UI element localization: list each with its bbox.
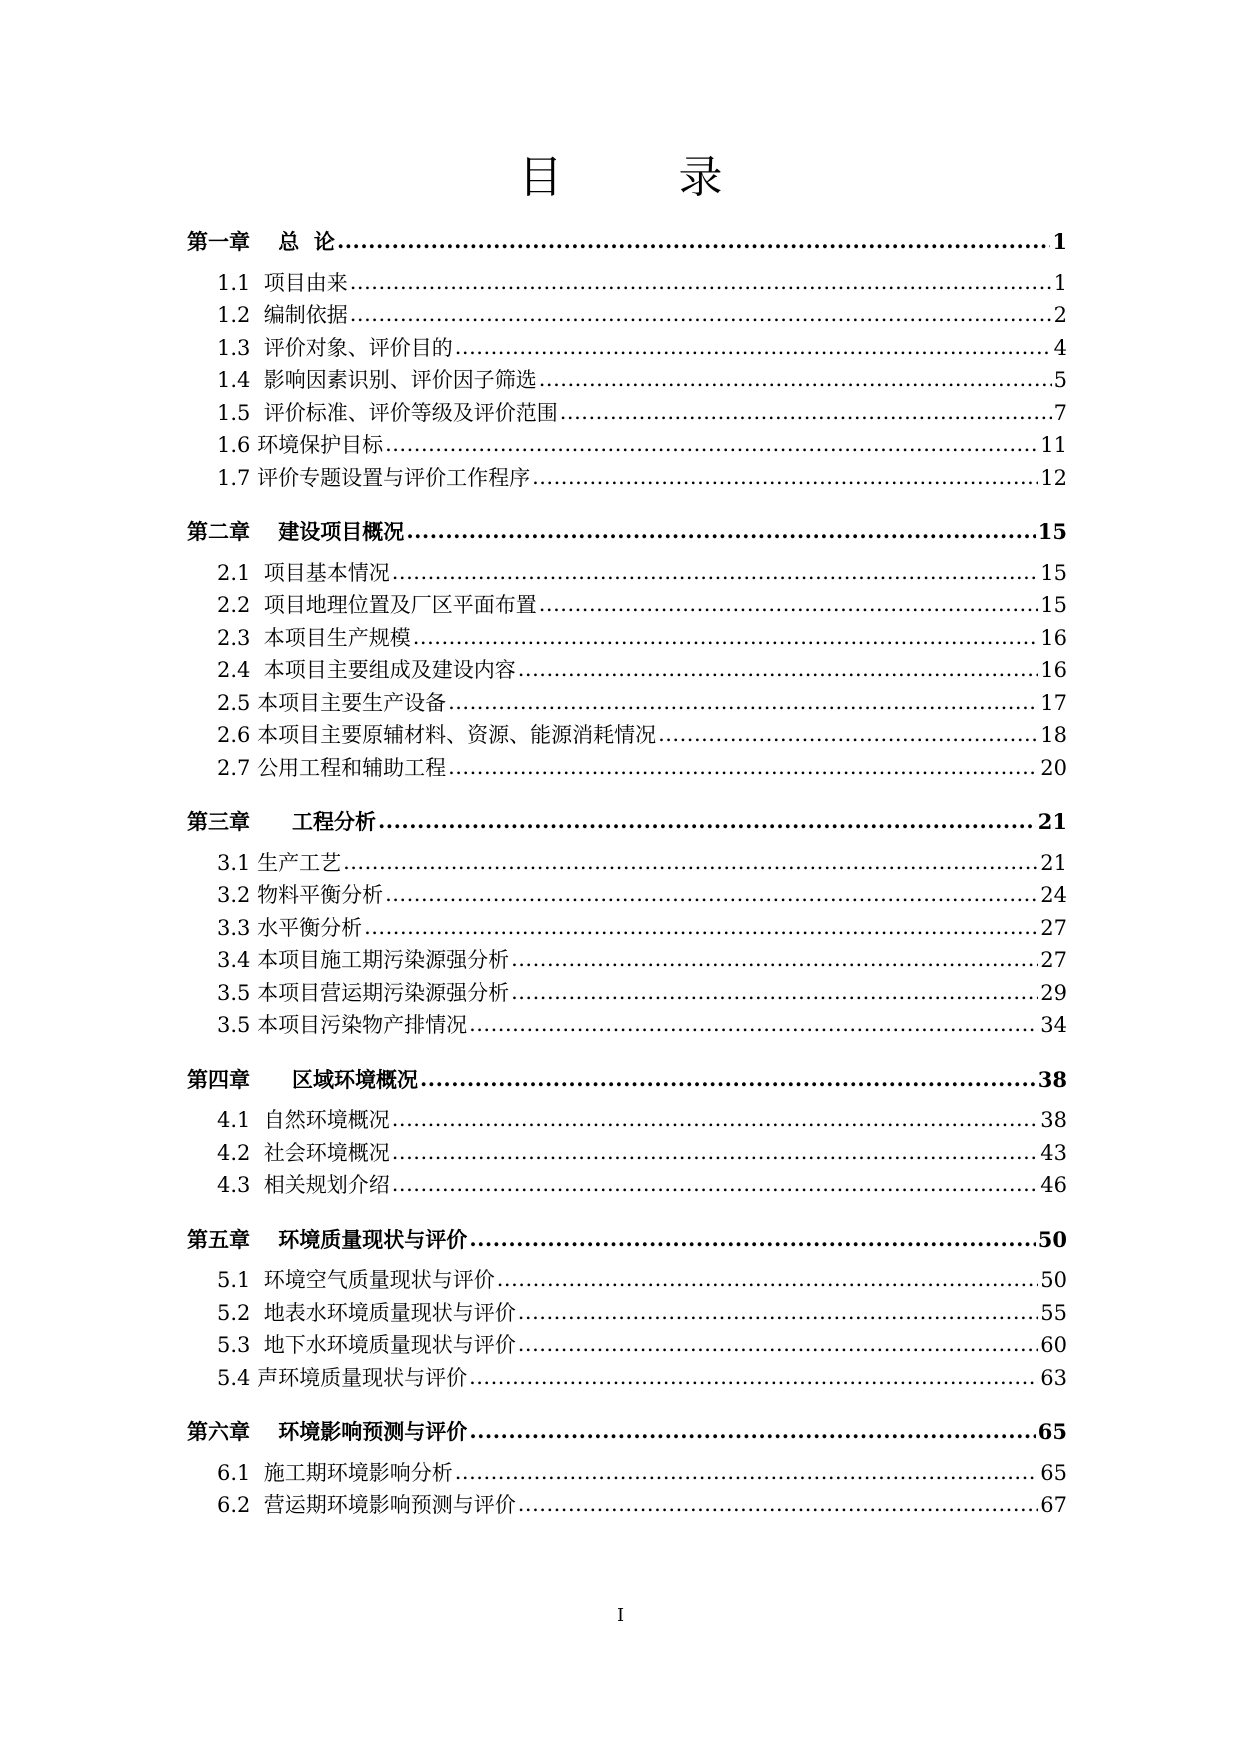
toc-section-entry[interactable]: [187, 1457, 1067, 1490]
section-page-number: 20: [1040, 755, 1067, 780]
chapter-title: 第一章 总 论: [187, 229, 335, 254]
dot-leader: [392, 1103, 1039, 1136]
page-title: 目 录: [518, 152, 759, 203]
section-page-number: 16: [1040, 625, 1067, 650]
dot-leader: [518, 1328, 1039, 1361]
dot-leader: [469, 1361, 1038, 1394]
section-title: 1.5 评价标准、评价等级及评价范围: [217, 400, 558, 425]
toc-section-entry[interactable]: [187, 977, 1067, 1010]
chapter-spacer: [187, 1394, 1067, 1416]
section-title: 2.2 项目地理位置及厂区平面布置: [217, 593, 537, 617]
dot-leader: [385, 428, 1038, 461]
section-title: 1.2 编制依据: [217, 303, 348, 327]
section-title: 3.4 本项目施工期污染源强分析: [217, 948, 510, 972]
dot-leader: [497, 1263, 1039, 1296]
dot-leader: [364, 911, 1038, 944]
toc-section-entry[interactable]: [187, 1137, 1067, 1170]
chapter-title: 第六章 环境影响预测与评价: [187, 1419, 468, 1444]
section-page-number: 34: [1040, 1013, 1067, 1037]
toc-chapter-entry[interactable]: [187, 1416, 1067, 1449]
toc-section-entry[interactable]: [187, 879, 1067, 912]
section-page-number: 12: [1040, 465, 1067, 490]
section-title: 2.5 本项目主要生产设备: [217, 690, 447, 715]
section-page-number: 17: [1040, 690, 1067, 715]
section-page-number: 2: [1053, 303, 1067, 327]
chapter-spacer: [187, 1202, 1067, 1224]
section-title: 2.4 本项目主要组成及建设内容: [217, 658, 516, 682]
table-of-contents: [187, 226, 1067, 1522]
section-page-number: 16: [1040, 658, 1067, 682]
section-title: 5.4 声环境质量现状与评价: [217, 1365, 468, 1390]
dot-leader: [511, 976, 1038, 1009]
section-page-number: 5: [1053, 368, 1067, 392]
chapter-title: 第二章 建设项目概况: [187, 519, 405, 544]
chapter-title: 第三章 工程分析: [187, 809, 376, 834]
toc-section-entry[interactable]: [187, 1104, 1067, 1137]
toc-chapter-entry[interactable]: [187, 806, 1067, 839]
chapter-spacer: [187, 494, 1067, 516]
dot-leader: [539, 588, 1039, 621]
section-title: 2.6 本项目主要原辅材料、资源、能源消耗情况: [217, 723, 657, 747]
section-page-number: 29: [1040, 980, 1067, 1005]
section-page-number: 27: [1040, 948, 1067, 972]
toc-section-entry[interactable]: [187, 912, 1067, 945]
section-page-number: 24: [1040, 883, 1067, 907]
toc-section-entry[interactable]: [187, 397, 1067, 430]
dot-leader: [378, 805, 1036, 838]
dot-leader: [392, 1136, 1039, 1169]
section-page-number: 18: [1040, 723, 1067, 747]
dot-leader: [658, 718, 1038, 751]
section-title: 2.1 项目基本情况: [217, 560, 390, 585]
section-title: 3.1 生产工艺: [217, 850, 342, 875]
toc-section-entry[interactable]: [187, 1489, 1067, 1522]
toc-section-entry[interactable]: [187, 1329, 1067, 1362]
dot-leader: [518, 653, 1039, 686]
toc-section-entry[interactable]: [187, 267, 1067, 300]
section-title: 3.2 物料平衡分析: [217, 883, 384, 907]
section-page-number: 4: [1053, 335, 1067, 360]
section-title: 5.1 环境空气质量现状与评价: [217, 1268, 495, 1292]
dot-leader: [469, 1008, 1038, 1041]
toc-section-entry[interactable]: [187, 462, 1067, 495]
dot-leader: [448, 751, 1038, 784]
dot-leader: [350, 298, 1052, 331]
section-title: 4.1 自然环境概况: [217, 1108, 390, 1132]
toc-section-entry[interactable]: [187, 557, 1067, 590]
dot-leader: [455, 1456, 1039, 1489]
chapter-page-number: 38: [1037, 1066, 1067, 1092]
toc-section-entry[interactable]: [187, 1009, 1067, 1042]
section-page-number: 67: [1040, 1493, 1067, 1517]
toc-section-entry[interactable]: [187, 719, 1067, 752]
toc-section-entry[interactable]: [187, 299, 1067, 332]
section-page-number: 50: [1040, 1268, 1067, 1292]
dot-leader: [532, 461, 1038, 494]
toc-section-entry[interactable]: [187, 1297, 1067, 1330]
section-page-number: 63: [1040, 1365, 1067, 1390]
toc-chapter-entry[interactable]: [187, 226, 1067, 259]
toc-chapter-entry[interactable]: [187, 1064, 1067, 1097]
dot-leader: [420, 1063, 1036, 1096]
section-page-number: 15: [1040, 593, 1067, 617]
toc-section-entry[interactable]: [187, 654, 1067, 687]
section-title: 3.5 本项目污染物产排情况: [217, 1013, 468, 1037]
dot-leader: [518, 1296, 1039, 1329]
dot-leader: [350, 266, 1052, 299]
section-title: 4.3 相关规划介绍: [217, 1173, 390, 1197]
section-page-number: 65: [1040, 1460, 1067, 1485]
section-title: 6.1 施工期环境影响分析: [217, 1460, 453, 1485]
section-title: 5.2 地表水环境质量现状与评价: [217, 1300, 516, 1325]
chapter-title: 第五章 环境质量现状与评价: [187, 1226, 468, 1252]
dot-leader: [392, 1168, 1039, 1201]
dot-leader: [560, 396, 1052, 429]
section-page-number: 15: [1040, 560, 1067, 585]
section-title: 1.6 环境保护目标: [217, 433, 384, 457]
toc-chapter-entry[interactable]: [187, 1224, 1067, 1257]
toc-section-entry[interactable]: [187, 752, 1067, 785]
toc-section-entry[interactable]: [187, 332, 1067, 365]
section-title: 1.7 评价专题设置与评价工作程序: [217, 465, 531, 490]
chapter-spacer: [187, 784, 1067, 806]
section-title: 6.2 营运期环境影响预测与评价: [217, 1493, 516, 1517]
dot-leader: [448, 686, 1038, 719]
section-title: 3.3 水平衡分析: [217, 915, 363, 940]
dot-leader: [511, 943, 1038, 976]
section-page-number: 38: [1040, 1108, 1067, 1132]
dot-leader: [469, 1415, 1035, 1448]
section-title: 2.7 公用工程和辅助工程: [217, 755, 447, 780]
section-title: 5.3 地下水环境质量现状与评价: [217, 1333, 516, 1357]
chapter-page-number: 15: [1037, 519, 1067, 544]
section-title: 1.3 评价对象、评价目的: [217, 335, 453, 360]
dot-leader: [406, 515, 1035, 548]
dot-leader: [343, 846, 1038, 879]
toc-section-entry[interactable]: [187, 847, 1067, 880]
section-page-number: 7: [1053, 400, 1067, 425]
toc-section-entry[interactable]: [187, 364, 1067, 397]
dot-leader: [539, 363, 1052, 396]
page-number: I: [616, 1605, 625, 1626]
section-page-number: 21: [1040, 850, 1067, 875]
dot-leader: [469, 1223, 1035, 1256]
chapter-page-number: 65: [1037, 1419, 1067, 1444]
dot-leader: [392, 556, 1039, 589]
section-title: 1.4 影响因素识别、评价因子筛选: [217, 368, 537, 392]
toc-section-entry[interactable]: [187, 944, 1067, 977]
toc-section-entry[interactable]: [187, 622, 1067, 655]
section-title: 3.5 本项目营运期污染源强分析: [217, 980, 510, 1005]
section-page-number: 60: [1040, 1333, 1067, 1357]
dot-leader: [385, 878, 1038, 911]
chapter-page-number: 1: [1052, 229, 1067, 254]
chapter-spacer: [187, 1042, 1067, 1064]
toc-section-entry[interactable]: [187, 1362, 1067, 1395]
section-page-number: 55: [1040, 1300, 1067, 1325]
section-page-number: 1: [1053, 270, 1067, 295]
section-page-number: 46: [1040, 1173, 1067, 1197]
toc-section-entry[interactable]: [187, 1264, 1067, 1297]
section-title: 1.1 项目由来: [217, 270, 348, 295]
toc-section-entry[interactable]: [187, 687, 1067, 720]
toc-section-entry[interactable]: [187, 589, 1067, 622]
toc-section-entry[interactable]: [187, 429, 1067, 462]
toc-chapter-entry[interactable]: [187, 516, 1067, 549]
section-title: 4.2 社会环境概况: [217, 1140, 390, 1165]
dot-leader: [518, 1488, 1039, 1521]
section-page-number: 43: [1040, 1140, 1067, 1165]
chapter-page-number: 50: [1037, 1226, 1067, 1252]
chapter-page-number: 21: [1037, 809, 1067, 834]
dot-leader: [413, 621, 1039, 654]
section-page-number: 11: [1040, 433, 1067, 457]
dot-leader: [337, 225, 1050, 258]
section-title: 2.3 本项目生产规模: [217, 625, 411, 650]
dot-leader: [455, 331, 1052, 364]
chapter-title: 第四章 区域环境概况: [187, 1066, 418, 1092]
toc-section-entry[interactable]: [187, 1169, 1067, 1202]
section-page-number: 27: [1040, 915, 1067, 940]
